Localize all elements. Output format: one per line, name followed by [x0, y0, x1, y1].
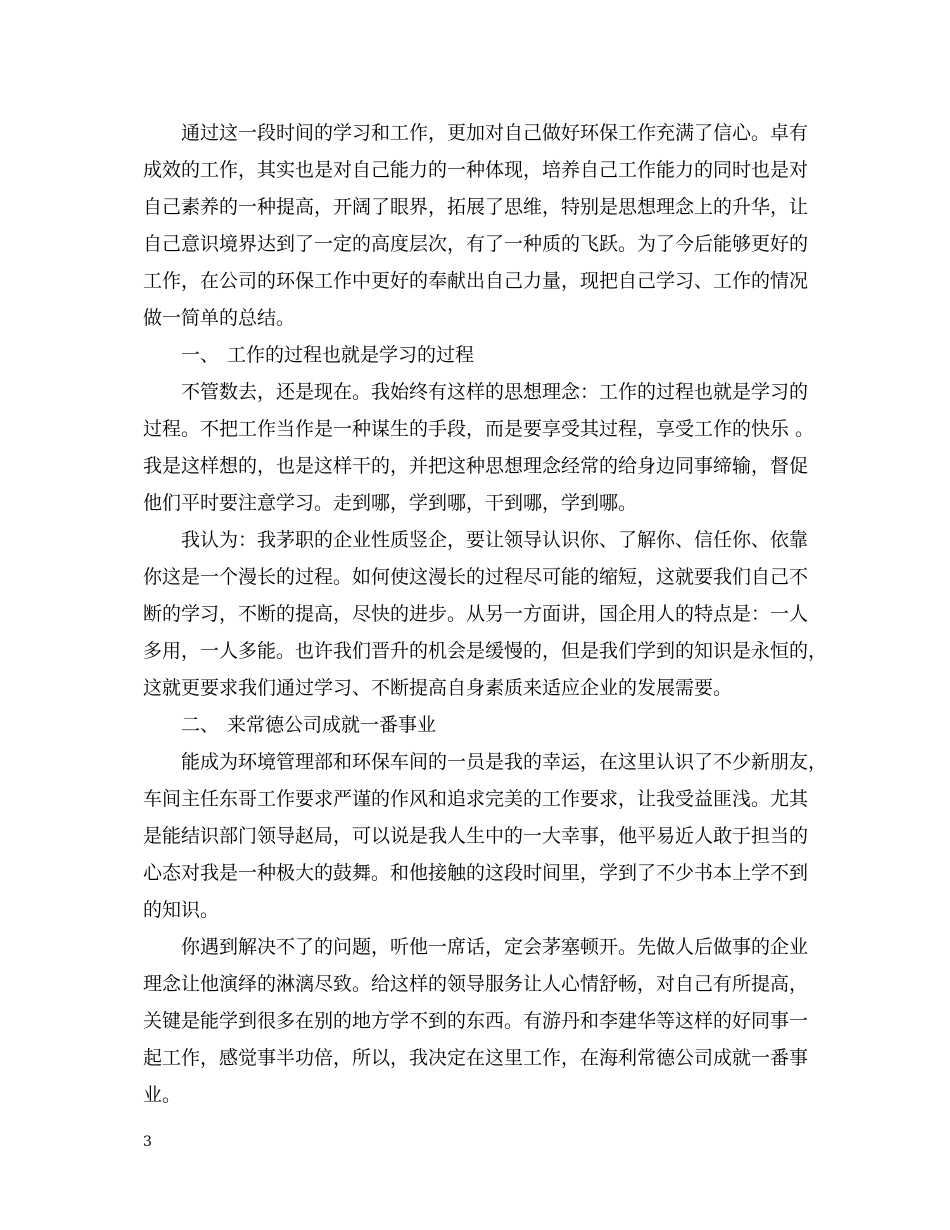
- paragraph-line: 起工作，感觉事半功倍，所以，我决定在这里工作，在海利常德公司成就一番事: [143, 1047, 809, 1069]
- paragraph-line: 他们平时要注意学习。走到哪，学到哪，干到哪，学到哪。: [143, 492, 638, 514]
- paragraph-line: 关键是能学到很多在别的地方学不到的东西。有游丹和李建华等这样的好同事一: [143, 1010, 809, 1032]
- paragraph-line: 不管数去，还是现在。我始终有这样的思想理念：工作的过程也就是学习的: [181, 381, 809, 403]
- paragraph-line: 我是这样想的，也是这样干的，并把这种思想理念经常的给身边同事缔输，督促: [143, 455, 809, 477]
- paragraph-line: 你遇到解决不了的问题，听他一席话，定会茅塞顿开。先做人后做事的企业: [181, 936, 809, 958]
- paragraph-line: 是能结识部门领导赵局，可以说是我人生中的一大幸事，他平易近人敢于担当的: [143, 825, 809, 847]
- section-number: 二、: [181, 714, 220, 736]
- page-number: 3: [143, 1134, 152, 1150]
- paragraph-line: 做一简单的总结。: [143, 307, 296, 329]
- section-title: 工作的过程也就是学习的过程: [227, 344, 475, 366]
- paragraph-line: 自己意识境界达到了一定的高度层次，有了一种质的飞跃。为了今后能够更好的: [143, 233, 809, 255]
- paragraph-line: 这就更要求我们通过学习、不断提高自身素质来适应企业的发展需要。: [143, 677, 733, 699]
- paragraph-line: 多用，一人多能。也许我们晋升的机会是缓慢的，但是我们学到的知识是永恒的，: [143, 640, 828, 662]
- document-body: [143, 115, 828, 1114]
- paragraph-line: 通过这一段时间的学习和工作，更加对自己做好环保工作充满了信心。卓有: [181, 122, 809, 144]
- paragraph-line: 自己素养的一种提高，开阔了眼界，拓展了思维，特别是思想理念上的升华，让: [143, 196, 809, 218]
- paragraph-line: 我认为：我茅职的企业性质竖企，要让领导认识你、了解你、信任你、依靠: [181, 529, 809, 551]
- section-number: 一、: [181, 344, 220, 366]
- paragraph-line: 工作，在公司的环保工作中更好的奉献出自己力量，现把自己学习、工作的情况: [143, 270, 809, 292]
- paragraph-line: 的知识。: [143, 899, 220, 921]
- paragraph-line: 理念让他演绎的淋漓尽致。给这样的领导服务让人心情舒畅，对自己有所提高，: [143, 973, 809, 995]
- paragraph-line: 成效的工作，其实也是对自己能力的一种体现，培养自己工作能力的同时也是对: [143, 159, 809, 181]
- paragraph-line: 能成为环境管理部和环保车间的一员是我的幸运，在这里认识了不少新朋友，: [181, 751, 828, 773]
- paragraph-line: 你这是一个漫长的过程。如何使这漫长的过程尽可能的缩短，这就要我们自己不: [143, 566, 809, 588]
- section-heading-2: [143, 707, 805, 744]
- paragraph-line: 车间主任东哥工作要求严谨的作风和追求完美的工作要求，让我受益匪浅。尤其: [143, 788, 809, 810]
- paragraph-line: 业。: [143, 1084, 182, 1106]
- paragraph-line: 心态对我是一种极大的鼓舞。和他接触的这段时间里，学到了不少书本上学不到: [143, 862, 809, 884]
- paragraph-line: 过程。不把工作当作是一种谋生的手段，而是要享受其过程，享受工作的快乐 。: [143, 418, 815, 440]
- section-title: 来常德公司成就一番事业: [227, 714, 437, 736]
- paragraph-line: 断的学习，不断的提高，尽快的进步。从另一方面讲，国企用人的特点是：一人: [143, 603, 809, 625]
- section-heading-1: [143, 337, 805, 374]
